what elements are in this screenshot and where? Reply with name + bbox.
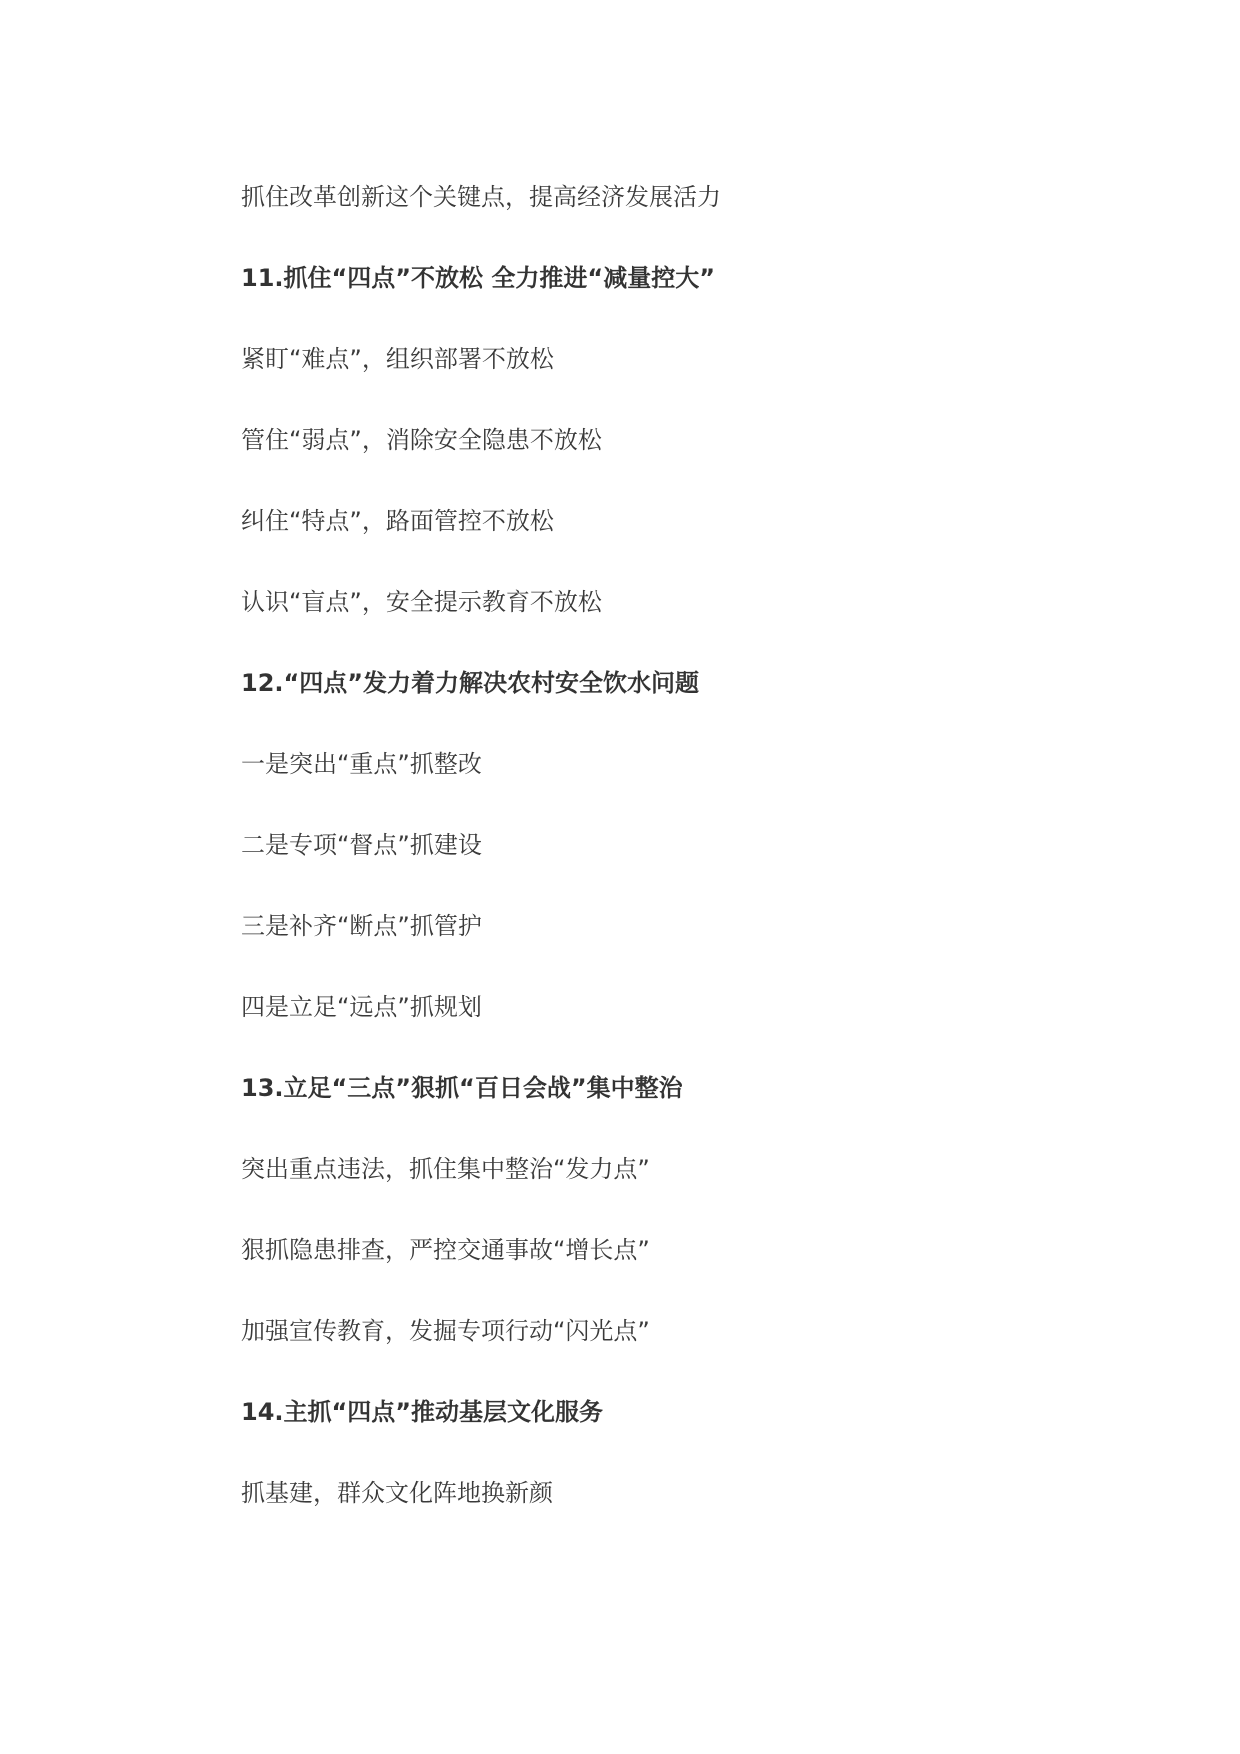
paragraph-line: 加强宣传教育，发掘专项行动“闪光点” xyxy=(241,1317,650,1345)
paragraph-line: 管住“弱点”，消除安全隐患不放松 xyxy=(241,426,602,454)
section-heading: 14.主抓“四点”推动基层文化服务 xyxy=(241,1398,604,1426)
paragraph-line: 一是突出“重点”抓整改 xyxy=(241,750,482,778)
paragraph-line: 抓住改革创新这个关键点，提高经济发展活力 xyxy=(241,183,721,211)
section-heading: 12.“四点”发力着力解决农村安全饮水问题 xyxy=(241,669,700,697)
paragraph-line: 抓基建，群众文化阵地换新颜 xyxy=(241,1479,553,1507)
paragraph-line: 纠住“特点”，路面管控不放松 xyxy=(241,507,554,535)
section-heading: 11.抓住“四点”不放松 全力推进“减量控大” xyxy=(241,264,715,292)
paragraph-line: 认识“盲点”，安全提示教育不放松 xyxy=(241,588,602,616)
paragraph-line: 突出重点违法，抓住集中整治“发力点” xyxy=(241,1155,650,1183)
paragraph-line: 二是专项“督点”抓建设 xyxy=(241,831,482,859)
document-body xyxy=(241,180,1141,1557)
paragraph-line: 四是立足“远点”抓规划 xyxy=(241,993,482,1021)
paragraph-line: 三是补齐“断点”抓管护 xyxy=(241,912,482,940)
section-heading: 13.立足“三点”狠抓“百日会战”集中整治 xyxy=(241,1074,683,1102)
paragraph-line: 紧盯“难点”，组织部署不放松 xyxy=(241,345,554,373)
paragraph-line: 狠抓隐患排查，严控交通事故“增长点” xyxy=(241,1236,650,1264)
